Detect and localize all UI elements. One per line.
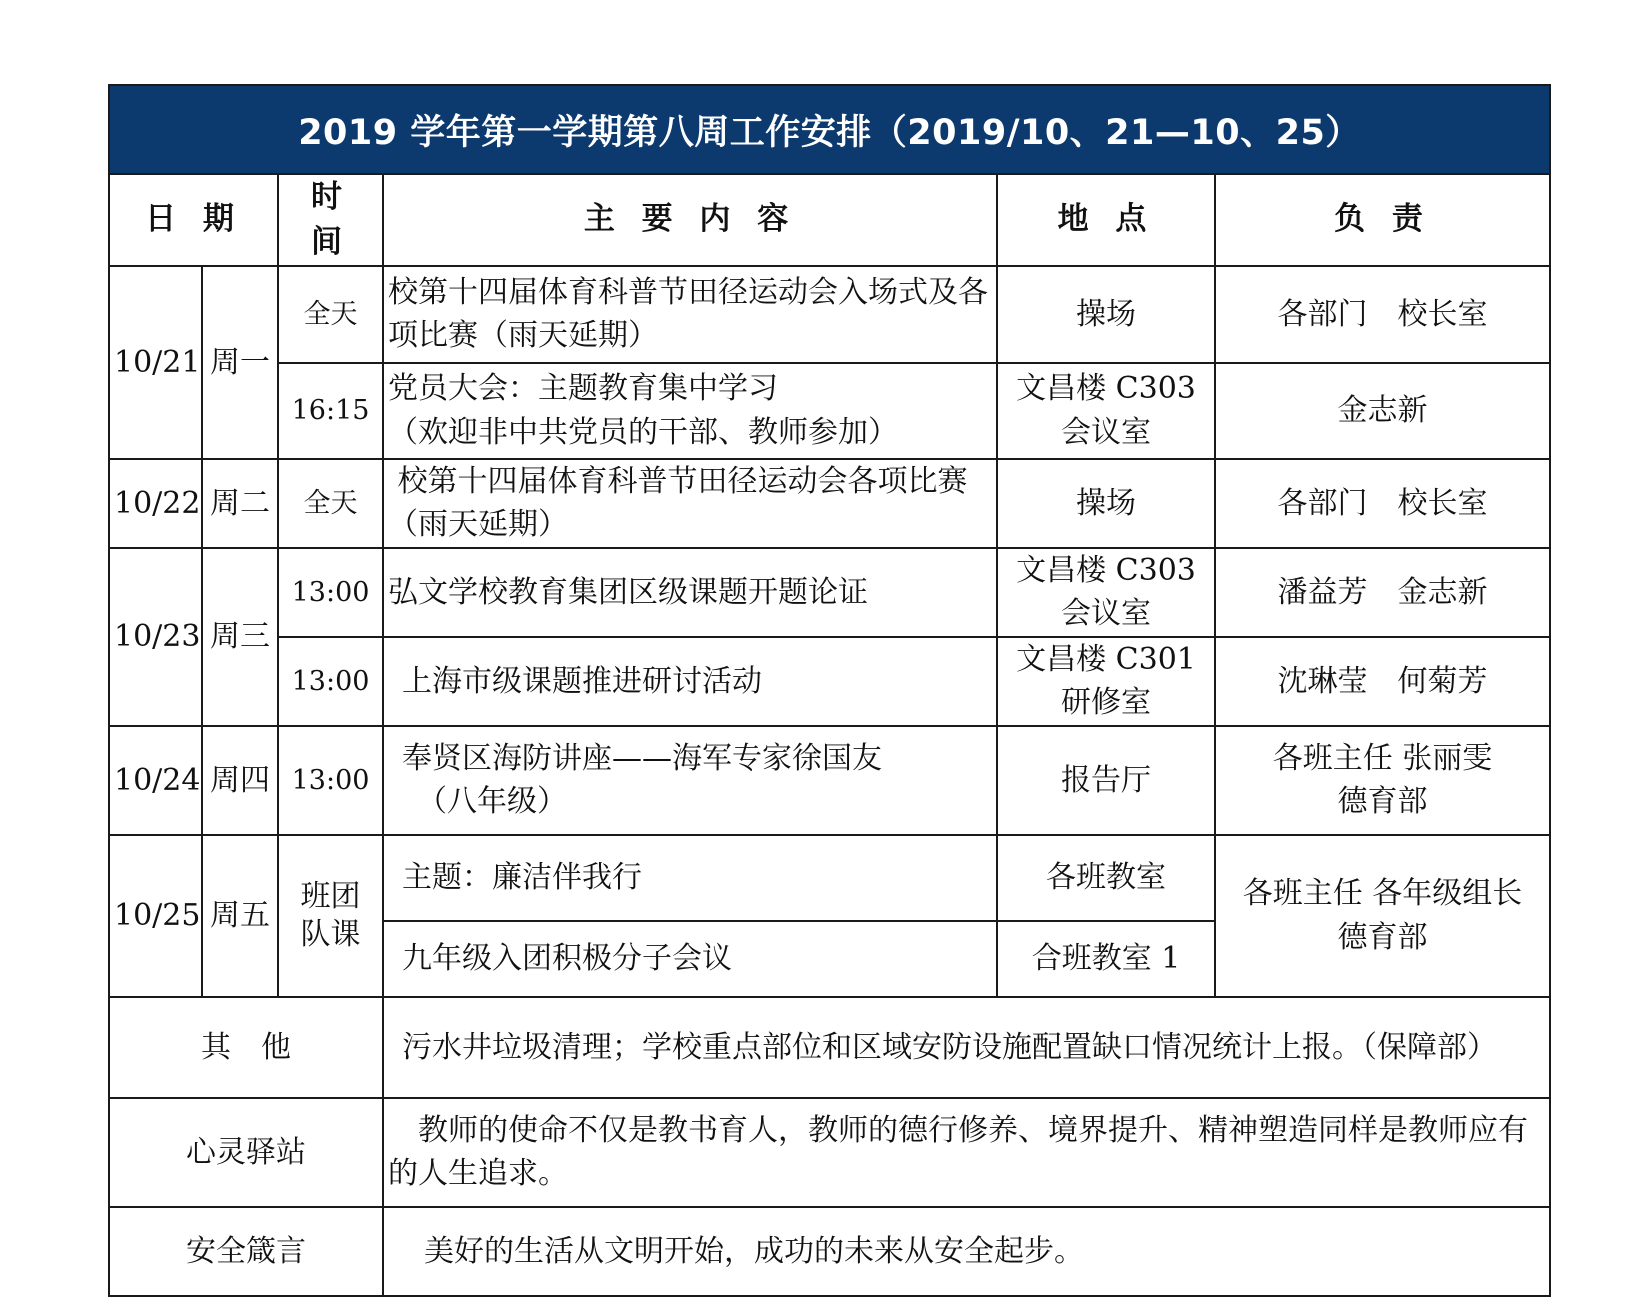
place-cell: 文昌楼 C301 研修室	[997, 637, 1215, 726]
time-cell: 13:00	[278, 548, 383, 637]
header-row	[110, 175, 1549, 266]
date-cell: 10/21	[110, 266, 202, 459]
time-cell: 全天	[278, 266, 383, 363]
weekday-cell: 周一	[202, 266, 278, 459]
owner-cell: 潘益芳 金志新	[1215, 548, 1549, 637]
page-title: 2019 学年第一学期第八周工作安排（2019/10、21—10、25）	[110, 86, 1549, 175]
footer-label: 安全箴言	[110, 1207, 383, 1295]
footer-label: 心灵驿站	[110, 1098, 383, 1207]
owner-cell: 各部门 校长室	[1215, 459, 1549, 548]
content-cell: 弘文学校教育集团区级课题开题论证	[383, 548, 997, 637]
header-content: 主 要 内 容	[383, 175, 997, 266]
footer-text: 美好的生活从文明开始，成功的未来从安全起步。	[383, 1207, 1549, 1295]
footer-label: 其 他	[110, 997, 383, 1098]
owner-cell: 各部门 校长室	[1215, 266, 1549, 363]
table-row	[110, 726, 1549, 835]
weekday-cell: 周五	[202, 835, 278, 997]
content-cell: 校第十四届体育科普节田径运动会各项比赛（雨天延期）	[383, 459, 997, 548]
table-row	[110, 548, 1549, 637]
content-cell: 主题：廉洁伴我行	[383, 835, 997, 921]
owner-cell: 各班主任 张丽雯 德育部	[1215, 726, 1549, 835]
place-cell: 报告厅	[997, 726, 1215, 835]
date-cell: 10/22	[110, 459, 202, 548]
table-row	[110, 266, 1549, 363]
place-cell: 合班教室 1	[997, 921, 1215, 997]
footer-text: 教师的使命不仅是教书育人，教师的德行修养、境界提升、精神塑造同样是教师应有的人生追求。	[383, 1098, 1549, 1207]
table-row	[110, 459, 1549, 548]
header-place: 地 点	[997, 175, 1215, 266]
owner-cell: 金志新	[1215, 363, 1549, 459]
header-owner: 负 责	[1215, 175, 1549, 266]
time-cell: 13:00	[278, 726, 383, 835]
place-cell: 操场	[997, 459, 1215, 548]
time-cell: 13:00	[278, 637, 383, 726]
owner-cell: 沈琳莹 何菊芳	[1215, 637, 1549, 726]
place-cell: 各班教室	[997, 835, 1215, 921]
date-cell: 10/23	[110, 548, 202, 726]
table-row	[110, 835, 1549, 921]
schedule-sheet	[108, 84, 1551, 1297]
time-cell: 班团 队课	[278, 835, 383, 997]
place-cell: 文昌楼 C303 会议室	[997, 548, 1215, 637]
weekday-cell: 周三	[202, 548, 278, 726]
content-cell: 九年级入团积极分子会议	[383, 921, 997, 997]
content-cell: 校第十四届体育科普节田径运动会入场式及各项比赛（雨天延期）	[383, 266, 997, 363]
content-cell: 奉贤区海防讲座——海军专家徐国友 （八年级）	[383, 726, 997, 835]
table-row	[110, 363, 1549, 459]
footer-row-soul	[110, 1098, 1549, 1207]
place-cell: 操场	[997, 266, 1215, 363]
owner-cell: 各班主任 各年级组长 德育部	[1215, 835, 1549, 997]
header-date: 日 期	[110, 175, 278, 266]
weekday-cell: 周二	[202, 459, 278, 548]
time-cell: 16:15	[278, 363, 383, 459]
footer-text: 污水井垃圾清理；学校重点部位和区域安防设施配置缺口情况统计上报。（保障部）	[383, 997, 1549, 1098]
date-cell: 10/25	[110, 835, 202, 997]
weekday-cell: 周四	[202, 726, 278, 835]
content-cell: 党员大会：主题教育集中学习 （欢迎非中共党员的干部、教师参加）	[383, 363, 997, 459]
content-cell: 上海市级课题推进研讨活动	[383, 637, 997, 726]
header-time: 时 间	[278, 175, 383, 266]
place-cell: 文昌楼 C303 会议室	[997, 363, 1215, 459]
table-row	[110, 637, 1549, 726]
date-cell: 10/24	[110, 726, 202, 835]
footer-row-safety	[110, 1207, 1549, 1295]
footer-row-other	[110, 997, 1549, 1098]
time-cell: 全天	[278, 459, 383, 548]
schedule-table	[110, 175, 1549, 1295]
